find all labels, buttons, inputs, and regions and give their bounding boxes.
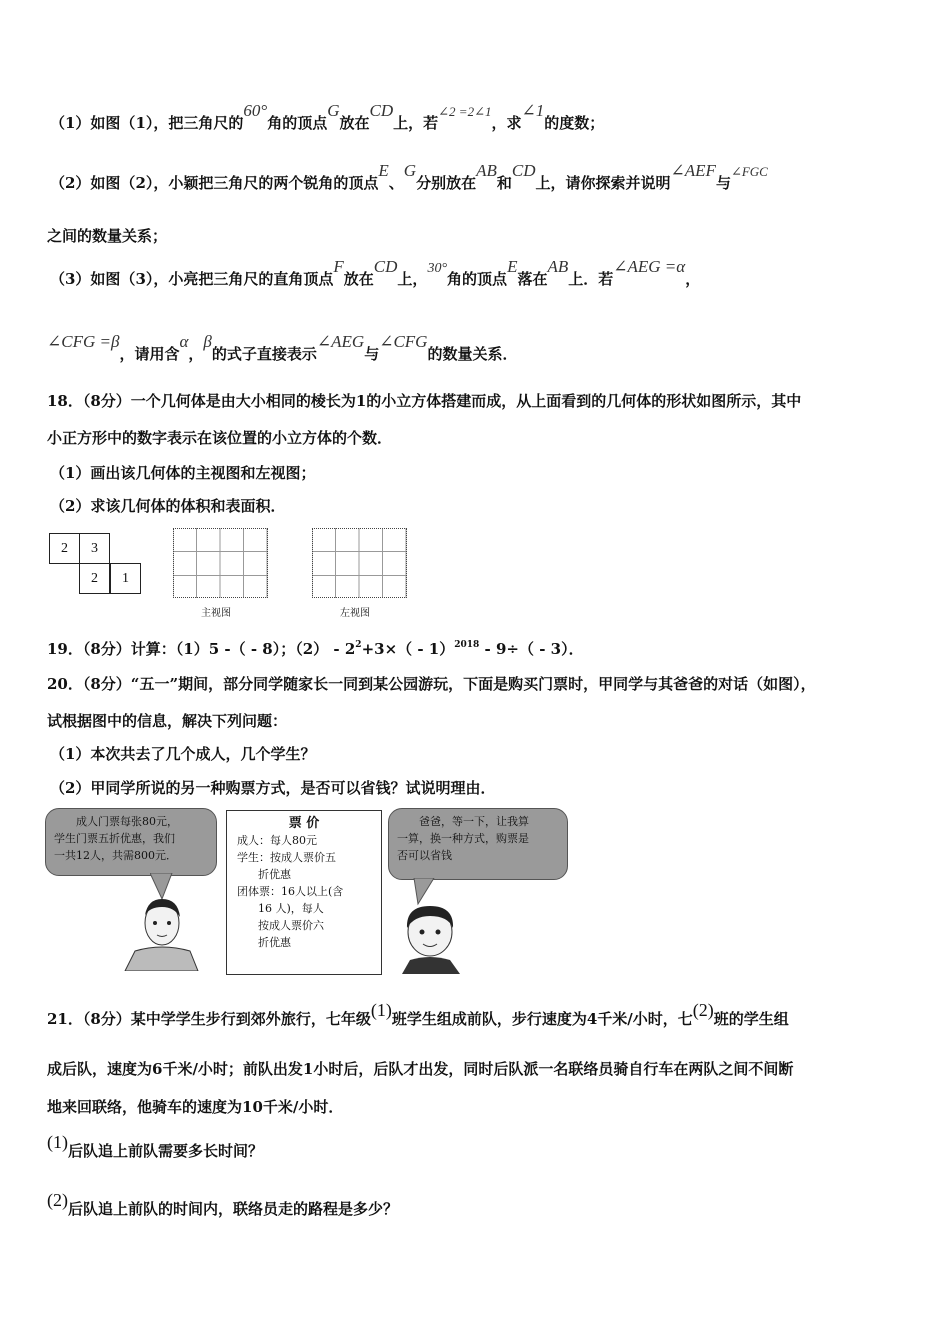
q21-sub1: (1)后队追上前队需要多长时间？ — [47, 1132, 264, 1160]
ticket-line: 学生：按成人票价五 — [237, 851, 336, 864]
q21-line1: 21．（8分）某中学学生步行到郊外旅行，七年级(1)班学生组成前队，步行速度为4千米/小时，七(2)班的学生组 — [47, 1000, 789, 1028]
q21-sub2: (2)后队追上前队的时间内，联络员走的路程是多少？ — [47, 1190, 399, 1218]
ticket-title: 票 价 — [288, 816, 320, 831]
bubble-line: 一算，换一种方式，购票是 — [397, 832, 529, 845]
grid-cell: 3 — [79, 533, 110, 564]
q17-part1: （1）如图（1），把三角尺的60°角的顶点G放在CD上，若∠2 =2∠1，求∠1的度数； — [50, 101, 605, 132]
grid-cell: 2 — [49, 533, 80, 564]
grid-cell: 2 — [79, 563, 110, 594]
father-speech-bubble — [45, 808, 217, 876]
q18-sub1: （1）画出该几何体的主视图和左视图； — [50, 464, 316, 482]
q19: 19．（8分）计算：（1）5 -（ - 8）；$(2) - 2^2+3\times( - 1)^{2018} - 9\div( - 3)$． — [47, 640, 584, 658]
grid-cell: 1 — [110, 563, 141, 594]
q17-part2: （2）如图（2），小颖把三角尺的两个锐角的顶点E、G分别放在AB和CD上，请你探索并说明∠AEF与∠FGC — [50, 161, 768, 192]
left-view-grid — [312, 528, 407, 598]
q21-line2: 成后队，速度为6千米/小时；前队出发1小时后，后队才出发，同时后队派一名联络员骑自行车在两队之间不间断 — [47, 1060, 794, 1078]
left-view-caption: 左视图 — [340, 608, 370, 619]
ticket-line: 折优惠 — [237, 868, 291, 881]
q18-line2: 小正方形中的数字表示在该位置的小立方体的个数． — [47, 429, 393, 447]
ticket-line: 团体票：16人以上(含 — [237, 885, 344, 898]
ticket-line: 16 人)，每人 — [237, 902, 324, 915]
ticket-line: 成人：每人80元 — [237, 834, 317, 847]
q21-line3: 地来回联络，他骑车的速度为10千米/小时． — [47, 1098, 344, 1116]
q17-part3: （3）如图（3），小亮把三角尺的直角顶点F放在CD上，30°角的顶点E落在AB上．若∠AEG =α， — [50, 257, 701, 288]
q20-line2: 试根据图中的信息，解决下列问题： — [47, 712, 288, 730]
q17-part2-cont: 之间的数量关系； — [47, 227, 168, 245]
front-view-caption: 主视图 — [201, 608, 231, 619]
q20-line1: 20．（8分）“五一”期间，部分同学随家长一同到某公园游玩，下面是购买门票时，甲同学与其爸爸的对话（如图）， — [47, 675, 816, 693]
ticket-line: 折优惠 — [237, 936, 291, 949]
bubble-line: 爸爸，等一下，让我算 — [419, 815, 529, 828]
bubble-line: 否可以省钱 — [397, 849, 452, 862]
ticket-line: 按成人票价六 — [237, 919, 324, 932]
father-figure-icon — [120, 893, 200, 971]
q18-line1: 18．（8分）一个几何体是由大小相同的棱长为1的小立方体搭建而成，从上面看到的几何体的形状如图所示，其中 — [47, 392, 802, 410]
student-figure-icon — [392, 898, 470, 974]
q20-sub2: （2）甲同学所说的另一种购票方式，是否可以省钱？试说明理由． — [50, 779, 496, 797]
student-speech-bubble — [388, 808, 568, 880]
q17-part3-cont: ∠CFG =β，请用含α，β的式子直接表示∠AEG与∠CFG的数量关系． — [47, 332, 518, 363]
q20-sub1: （1）本次共去了几个成人，几个学生？ — [50, 745, 316, 763]
ticket-price-board — [226, 810, 382, 975]
front-view-grid — [173, 528, 268, 598]
bubble-line: 学生门票五折优惠，我们 — [54, 832, 175, 845]
bubble-line: 成人门票每张80元， — [76, 815, 178, 828]
q18-sub2: （2）求该几何体的体积和表面积． — [50, 497, 286, 515]
bubble-line: 一共12人，共需800元． — [54, 849, 177, 862]
